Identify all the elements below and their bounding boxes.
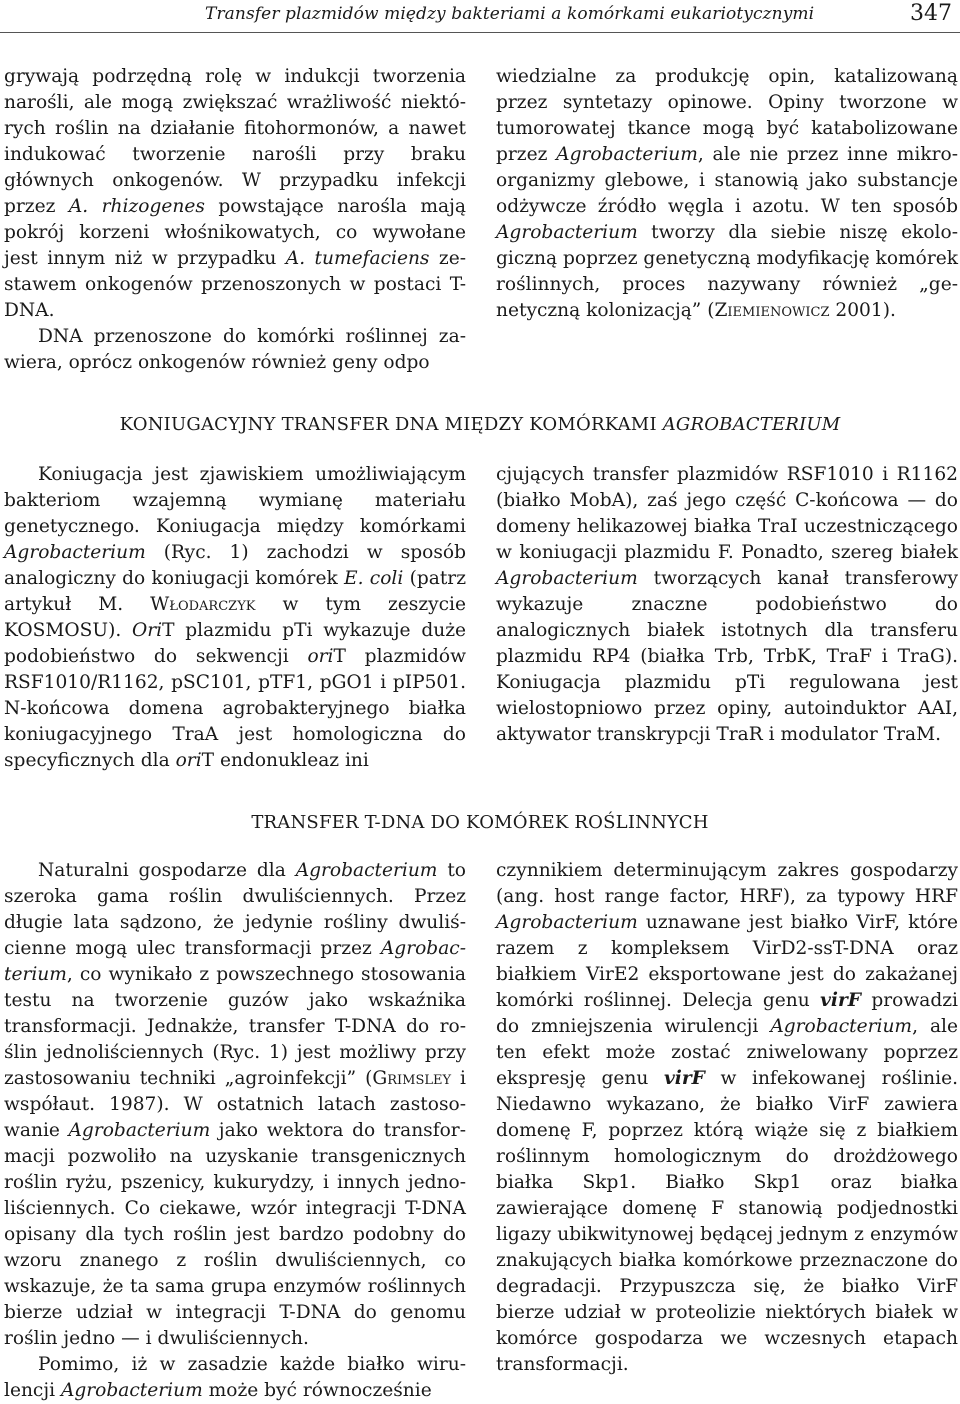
section-heading-conjugation: KONIUGACYJNY TRANSFER DNA MIĘDZY KOMÓRKAMI AGROBACTERIUM bbox=[119, 414, 841, 435]
section-intro-left-column bbox=[4, 64, 466, 376]
running-title: Transfer plazmidów między bakteriami a komórkami eukariotycznymi bbox=[205, 4, 815, 24]
paragraph: DNA przenoszone do komórki roślinnej zawiera, oprócz onkogenów również geny odpo bbox=[4, 326, 466, 373]
paragraph: czynnikiem determinującym zakres gospodarzy (ang. host range factor, HRF), za typowy HRF Agrobacterium uznawane jest białko VirF, które razem z kompleksem VirD2-ssT-DNA oraz białkiem VirE2 eksportowane jest do zakażanej komórki roślinnej. Delecja genu virF prowadzi do zmniejszenia wirulencji Agrobacterium, ale ten efekt może zostać zniwelowany poprzez ekspresję genu virF w infekowanej roślinie. Niedawno wykazano, że białko VirF zawiera domenę F, poprzez którą wiąże się z białkiem roślinnym homologicznym do drożdżowego białka Skp1. Białko Skp1 oraz białka zawierające domenę F stanowią podjednostki ligazy ubikwitynowej będącej jednym z enzymów znakujących białka komórkowe przeznaczone do degradacji. Przypuszcza się, że białko VirF bierze udział w proteolizie niektórych białek w komórce gospodarza we wczesnych etapach transformacji. bbox=[496, 860, 959, 1375]
paragraph: Koniugacja jest zjawiskiem umożliwiającym bakteriom wzajemną wymianę materiału genetycznego. Koniugacja między komórkami Agrobacterium (Ryc. 1) zachodzi w sposób analogiczny do koniugacji komórek E. coli (patrz artykuł M. Włodarczyk w tym zeszycie KOSMOSU). OriT plazmidu pTi wykazuje duże podobieństwo do sekwencji oriT plazmidów RSF1010/R1162, pSC101, pTF1, pGO1 i pIP501. N-końcowa domena agrobakteryjnego białka koniugacyjnego TraA jest homologiczna do specyficznych dla oriT endonukleaz ini bbox=[4, 464, 466, 771]
paragraph: Pomimo, iż w zasadzie każde białko wirulencji Agrobacterium może być równocześnie bbox=[4, 1354, 466, 1401]
section-tdna-right-column bbox=[496, 858, 958, 1378]
paragraph: wiedzialne za produkcję opin, katalizowaną przez syntetazy opinowe. Opiny tworzone w tumorowatej tkance mogą być katabolizowane przez Agrobacterium, ale nie przez inne mikroorganizmy glebowe, i stanowią jako substancje odżywcze źródło węgla i azotu. W ten sposób Agrobacterium tworzy dla siebie niszę ekologiczną poprzez genetyczną modyfikację komórek roślinnych, proces nazywany również „genetyczną kolonizacją” (Ziemienowicz 2001). bbox=[496, 66, 958, 321]
section-conjugation-right-column bbox=[496, 462, 958, 748]
running-header bbox=[0, 0, 960, 40]
paragraph: cjujących transfer plazmidów RSF1010 i R1162 (białko MobA), zaś jego część C-końcowa — do domeny helikazowej białka TraI uczestniczącego w koniugacji plazmidu F. Ponadto, szereg białek Agrobacterium tworzących kanał transferowy wykazuje znaczne podobieństwo do analogicznych białek istotnych dla transferu plazmidu RP4 (białka Trb, TrbK, TraF i TraG). Koniugacja plazmidu pTi regulowana jest wielostopniowo przez opiny, autoinduktor AAI, aktywator transkrypcji TraR i modulator TraM. bbox=[496, 464, 958, 745]
section-tdna-left-column bbox=[4, 858, 466, 1404]
section-conjugation-left-column bbox=[4, 462, 466, 774]
section-heading-tdna: TRANSFER T-DNA DO KOMÓREK ROŚLINNYCH bbox=[251, 812, 709, 833]
section-intro-right-column bbox=[496, 64, 958, 324]
paragraph: Naturalni gospodarze dla Agrobacterium to szeroka gama roślin dwuliściennych. Przez długie lata sądzono, że jedynie rośliny dwuliścienne mogą ulec transformacji przez Agrobacterium, co wynikało z powszechnego stosowania testu na tworzenie guzów jako wskaźnika transformacji. Jednakże, transfer T-DNA do roślin jednoliściennych (Ryc. 1) jest możliwy przy zastosowaniu techniki „agroinfekcji” (Grimsley i współaut. 1987). W ostatnich latach zastosowanie Agrobacterium jako wektora do transformacji pozwoliło na uzyskanie transgenicznych roślin ryżu, pszenicy, kukurydzy, i innych jednoliściennych. Co ciekawe, wzór integracji T-DNA opisany dla tych roślin jest bardzo podobny do wzoru znanego z roślin dwuliściennych, co wskazuje, że ta sama grupa enzymów roślinnych bierze udział w integracji T-DNA do genomu roślin jedno — i dwuliściennych. bbox=[4, 860, 466, 1349]
header-rule bbox=[0, 32, 960, 33]
paragraph: grywają podrzędną rolę w indukcji tworzenia narośli, ale mogą zwiększać wrażliwość niektórych roślin na działanie fitohormonów, a nawet indukować tworzenie narośli przy braku głównych onkogenów. W przypadku infekcji przez A. rhizogenes powstające narośla mają pokrój korzeni włośnikowatych, co wywołane jest innym niż w przypadku A. tumefaciens zestawem onkogenów przenoszonych w postaci T-DNA. bbox=[4, 66, 467, 321]
page-number: 347 bbox=[910, 1, 952, 26]
